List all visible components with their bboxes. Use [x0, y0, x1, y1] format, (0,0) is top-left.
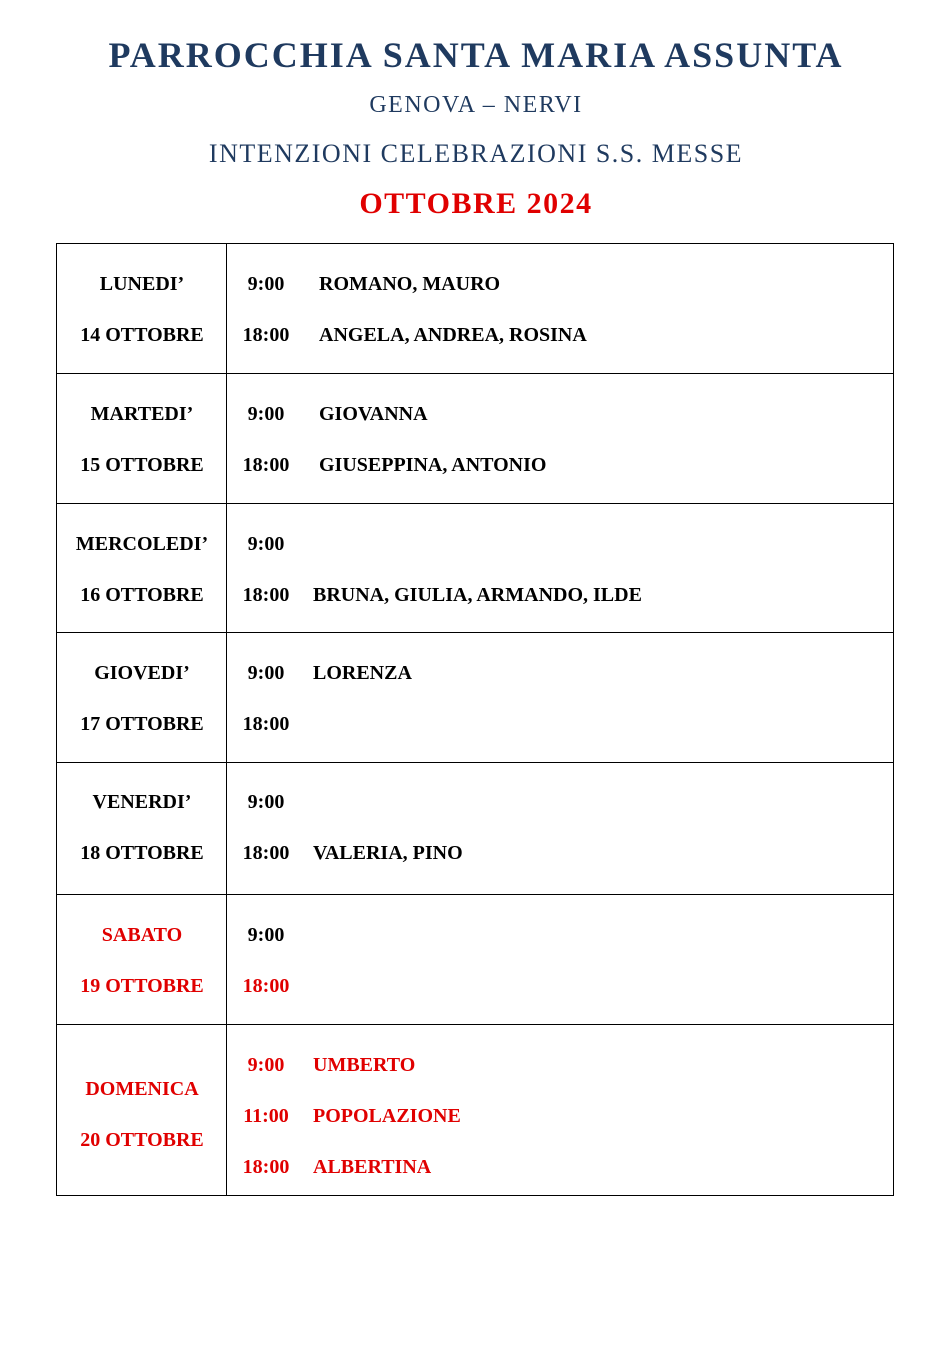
mass-intention-names: ALBERTINA: [313, 1156, 432, 1178]
mass-entry: [227, 974, 893, 998]
day-cell: [57, 374, 227, 503]
mass-cell: [227, 504, 893, 632]
document-subtitle: INTENZIONI CELEBRAZIONI S.S. MESSE: [208, 139, 744, 168]
schedule-row: [57, 244, 893, 374]
mass-intention-names: ANGELA, ANDREA, ROSINA: [319, 324, 587, 346]
mass-time: 18:00: [242, 842, 290, 864]
mass-entry: [227, 712, 893, 736]
mass-entry: [227, 1104, 893, 1128]
day-cell: [57, 895, 227, 1024]
day-cell: [57, 244, 227, 373]
schedule-row: [57, 374, 893, 504]
mass-entry: [227, 453, 893, 477]
day-name: SABATO: [101, 924, 183, 946]
day-date: 19 OTTOBRE: [80, 975, 204, 997]
schedule-row: [57, 895, 893, 1025]
day-cell: [57, 504, 227, 632]
mass-intention-names: LORENZA: [313, 662, 412, 684]
mass-time: 9:00: [247, 924, 285, 946]
mass-cell: [227, 895, 893, 1024]
mass-cell: [227, 633, 893, 762]
mass-intention-names: POPOLAZIONE: [313, 1105, 461, 1127]
mass-entry: [227, 841, 893, 865]
day-date: 20 OTTOBRE: [80, 1129, 204, 1151]
mass-entry: [227, 1053, 893, 1077]
mass-entry: [227, 323, 893, 347]
mass-time: 11:00: [243, 1105, 289, 1127]
mass-time: 9:00: [247, 791, 285, 813]
day-date: 14 OTTOBRE: [80, 324, 204, 346]
mass-time: 18:00: [242, 324, 290, 346]
mass-entry: [227, 402, 893, 426]
mass-intention-names: VALERIA, PINO: [313, 842, 463, 864]
day-date: 15 OTTOBRE: [80, 454, 204, 476]
mass-intention-names: GIOVANNA: [319, 403, 428, 425]
mass-time: 18:00: [242, 1156, 290, 1178]
mass-entry: [227, 790, 893, 814]
mass-cell: [227, 374, 893, 503]
mass-time: 18:00: [242, 584, 290, 606]
parish-location: GENOVA – NERVI: [369, 92, 583, 118]
day-date: 16 OTTOBRE: [80, 584, 204, 606]
mass-time: 9:00: [247, 662, 285, 684]
schedule-row: [57, 1025, 893, 1195]
mass-time: 18:00: [242, 975, 290, 997]
day-date: 17 OTTOBRE: [80, 713, 204, 735]
schedule-row: [57, 504, 893, 633]
mass-intention-names: GIUSEPPINA, ANTONIO: [319, 454, 547, 476]
mass-intention-names: ROMANO, MAURO: [319, 273, 501, 295]
schedule-row: [57, 633, 893, 763]
day-cell: [57, 763, 227, 894]
mass-time: 9:00: [247, 1054, 285, 1076]
day-name: MARTEDI’: [90, 403, 194, 425]
day-name: GIOVEDI’: [94, 662, 190, 684]
mass-entry: [227, 1155, 893, 1179]
day-name: VENERDI’: [92, 791, 192, 813]
mass-intention-names: BRUNA, GIULIA, ARMANDO, ILDE: [313, 584, 642, 606]
mass-entry: [227, 272, 893, 296]
day-name: DOMENICA: [85, 1078, 199, 1100]
day-date: 18 OTTOBRE: [80, 842, 204, 864]
mass-intention-names: UMBERTO: [313, 1054, 416, 1076]
day-cell: [57, 633, 227, 762]
mass-cell: [227, 244, 893, 373]
mass-time: 9:00: [247, 273, 285, 295]
parish-title: PARROCCHIA SANTA MARIA ASSUNTA: [108, 35, 844, 75]
mass-cell: [227, 763, 893, 894]
day-name: MERCOLEDI’: [75, 533, 209, 555]
mass-time: 18:00: [242, 454, 290, 476]
day-name: LUNEDI’: [99, 273, 185, 295]
mass-time: 18:00: [242, 713, 290, 735]
mass-entry: [227, 923, 893, 947]
mass-schedule-table: [56, 243, 894, 1196]
mass-entry: [227, 532, 893, 556]
mass-time: 9:00: [247, 533, 285, 555]
month-heading: OTTOBRE 2024: [359, 187, 593, 220]
mass-cell: [227, 1025, 893, 1195]
mass-entry: [227, 661, 893, 685]
mass-entry: [227, 583, 893, 607]
day-cell: [57, 1025, 227, 1195]
schedule-row: [57, 763, 893, 895]
mass-time: 9:00: [247, 403, 285, 425]
